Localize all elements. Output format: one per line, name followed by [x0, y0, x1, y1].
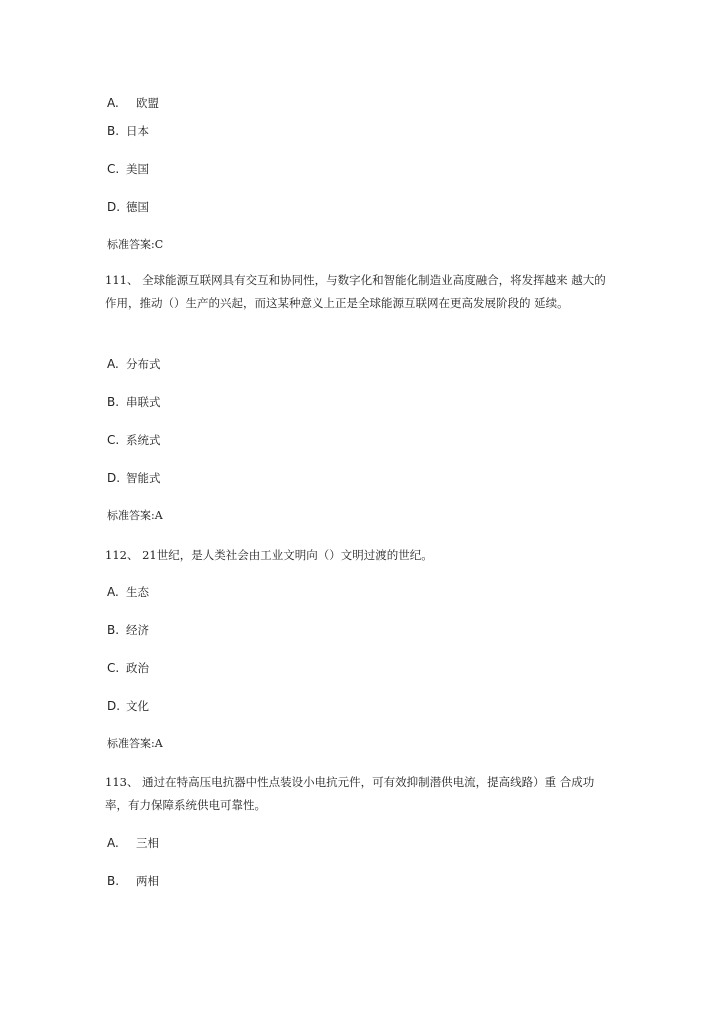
option-text: 文化: [126, 699, 149, 713]
option-letter: B.: [107, 395, 120, 409]
option-letter: C.: [107, 162, 120, 176]
q112-option-d: [107, 700, 149, 713]
q110-option-a: [107, 97, 159, 110]
option-letter: A.: [107, 357, 119, 371]
option-text: 智能式: [126, 471, 161, 485]
option-letter: D.: [107, 699, 121, 713]
option-letter: C.: [107, 661, 120, 675]
option-text: 生态: [126, 585, 149, 599]
option-letter: B.: [107, 124, 120, 138]
q110-answer: 标准答案:C: [107, 238, 164, 251]
option-text: 政治: [126, 661, 149, 675]
option-letter: D.: [107, 200, 121, 214]
option-letter: B.: [107, 874, 120, 888]
q110-option-d: [107, 201, 149, 214]
option-text: 两相: [136, 874, 159, 888]
q111-option-a: [107, 358, 161, 371]
q112-option-a: [107, 586, 149, 599]
q112-option-c: [107, 662, 149, 675]
q110-option-c: [107, 163, 149, 176]
option-letter: A.: [107, 585, 119, 599]
option-text: 系统式: [126, 433, 161, 447]
option-letter: A.: [107, 836, 119, 850]
q112-option-b: [107, 624, 149, 637]
q113-question: 113、 通过在特高压电抗器中性点装设小电抗元件，可有效抑制潜供电流，提高线路）重 合成功率，有力保障系统供电可靠性。: [105, 775, 595, 812]
q113-option-b: [107, 875, 159, 888]
option-letter: C.: [107, 433, 120, 447]
q111-option-b: [107, 396, 161, 409]
option-letter: A.: [107, 96, 119, 110]
option-text: 三相: [136, 836, 159, 850]
option-text: 德国: [126, 200, 149, 214]
option-text: 欧盟: [136, 96, 159, 110]
option-text: 日本: [126, 124, 149, 138]
q110-option-b: [107, 125, 149, 138]
q111-option-d: [107, 472, 161, 485]
option-text: 经济: [126, 623, 149, 637]
option-text: 美国: [126, 162, 149, 176]
q112-question: 112、 21世纪，是人类社会由工业文明向（）文明过渡的世纪。: [105, 548, 433, 562]
option-text: 串联式: [126, 395, 161, 409]
q111-answer: 标准答案:A: [107, 509, 163, 522]
q112-answer: 标准答案:A: [107, 737, 163, 750]
option-text: 分布式: [126, 357, 161, 371]
q111-question: 111、 全球能源互联网具有交互和协同性，与数字化和智能化制造业高度融合，将发挥越来 越大的作用，推动（）生产的兴起，而这某种意义上正是全球能源互联网在更高发展阶段的 延续。: [105, 273, 606, 310]
option-letter: B.: [107, 623, 120, 637]
q113-option-a: [107, 837, 159, 850]
option-letter: D.: [107, 471, 121, 485]
q111-option-c: [107, 434, 161, 447]
